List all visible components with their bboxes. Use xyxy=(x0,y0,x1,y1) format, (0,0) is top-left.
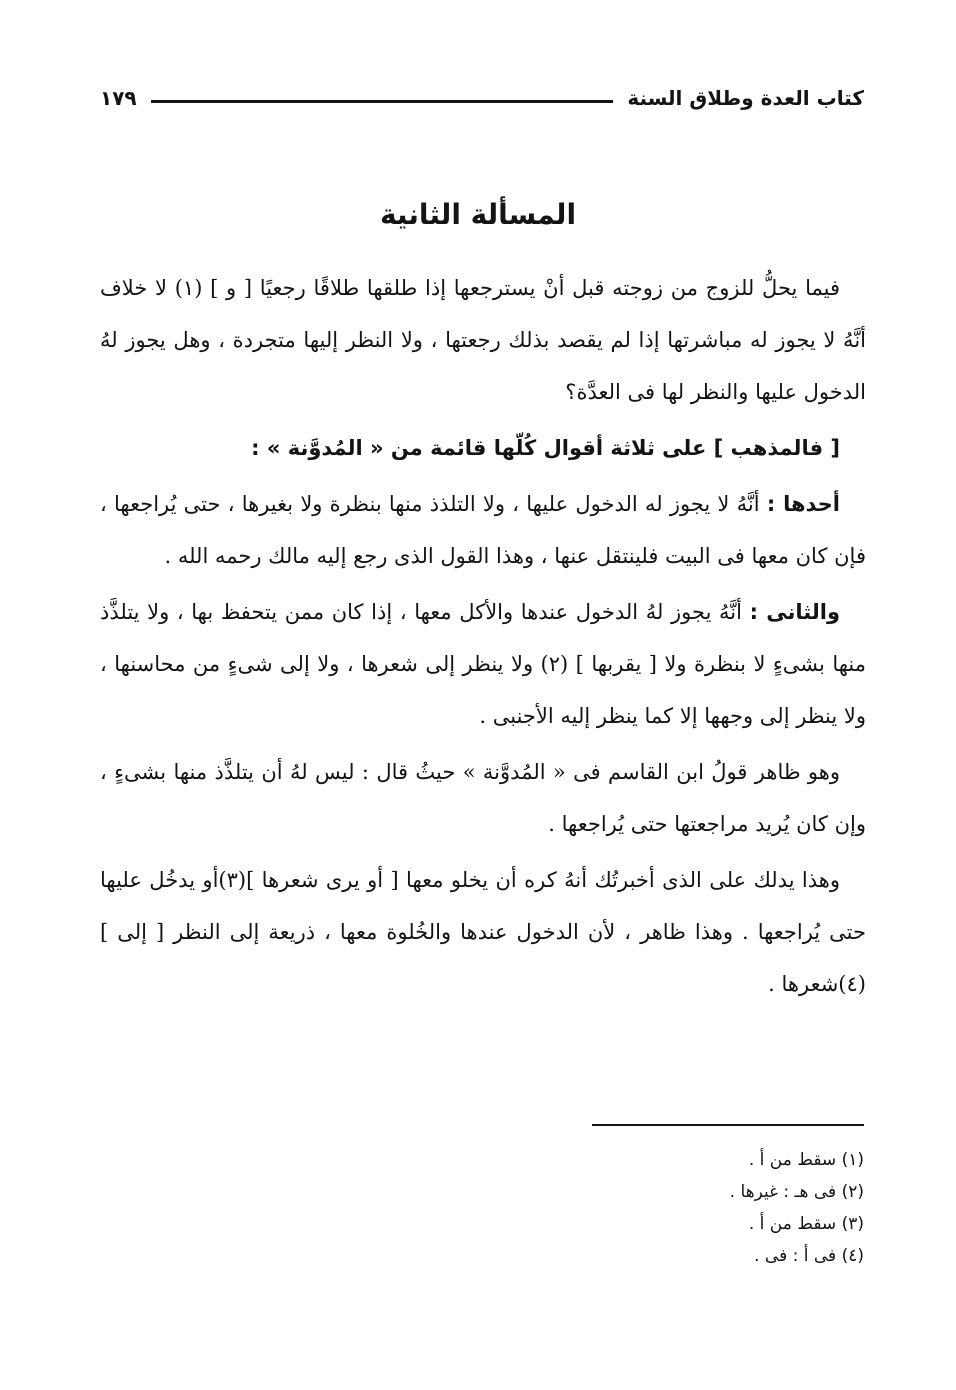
paragraph-lead: والثانى : xyxy=(749,600,840,624)
paragraph-conclusion xyxy=(100,854,866,1010)
section-title: المسألة الثانية xyxy=(379,198,577,231)
header-rule xyxy=(151,100,614,103)
paragraph-text: أنَّهُ لا يجوز له الدخول عليها ، ولا التلذذ منها بنظرة ولا بغيرها ، حتى يُراجعها ، فإن كان معها فى البيت فلينتقل عنها ، وهذا القول الذى رجع إليه مالك رحمه الله . xyxy=(100,492,866,568)
paragraph-text: فيما يحلُّ للزوج من زوجته قبل أنْ يسترجعها إذا طلقها طلاقًا رجعيًا [ و ] (١) لا خلاف أنَّهُ لا يجوز له مباشرتها إذا لم يقصد بذلك رجعتها ، ولا النظر إليها متجردة ، وهل يجوز لهُ الدخول عليها والنظر لها فى العدَّة؟ xyxy=(100,276,866,404)
paragraph-lead: أحدها : xyxy=(766,492,840,516)
page-number: ١٧٩ xyxy=(100,86,137,110)
header-title: كتاب العدة وطلاق السنة xyxy=(627,86,864,110)
paragraph-text: أنَّهُ يجوز لهُ الدخول عندها والأكل معها ، إذا كان ممن يتحفظ بها ، ولا يتلذَّذ منها بشىءٍ لا بنظرة ولا [ يقربها ] (٢) ولا ينظر إلى شعرها ، ولا إلى شىءٍ من محاسنها ، ولا ينظر إلى وجهها إلا كما ينظر إليه الأجنبى . xyxy=(100,600,866,728)
footnote: (٣) سقط من أ . xyxy=(748,1214,864,1234)
running-header xyxy=(100,78,864,118)
paragraph-intro xyxy=(100,262,866,418)
paragraph-first-opinion xyxy=(100,478,866,582)
paragraph-text: وهو ظاهر قولُ ابن القاسم فى « المُدوَّنة » حيثُ قال : ليس لهُ أن يتلذَّذ منها بشىءٍ ، وإن كان يُريد مراجعتها حتى يُراجعها . xyxy=(100,760,866,836)
footnote: (٤) فى أ : فى . xyxy=(754,1246,864,1266)
paragraph-ibn-al-qasim xyxy=(100,746,866,850)
footnote-rule xyxy=(592,1124,864,1126)
body-text xyxy=(100,262,866,1014)
footnote: (١) سقط من أ . xyxy=(748,1150,864,1170)
paragraph-second-opinion xyxy=(100,586,866,742)
paragraph-text: [ فالمذهب ] على ثلاثة أقوال كُلّها قائمة من « المُدوَّنة » : xyxy=(251,436,840,460)
paragraph-text: وهذا يدلك على الذى أخبرتُك أنهُ كره أن يخلو معها [ أو يرى شعرها ](٣)أو يدخُل عليها حتى يُراجعها . وهذا ظاهر ، لأن الدخول عندها والخُلوة معها ، ذريعة إلى النظر [ إلى ] (٤)شعرها . xyxy=(100,868,866,996)
footnotes xyxy=(364,1144,864,1272)
footnote: (٢) فى هـ : غيرها . xyxy=(729,1182,864,1202)
paragraph-madhhab xyxy=(100,422,866,474)
